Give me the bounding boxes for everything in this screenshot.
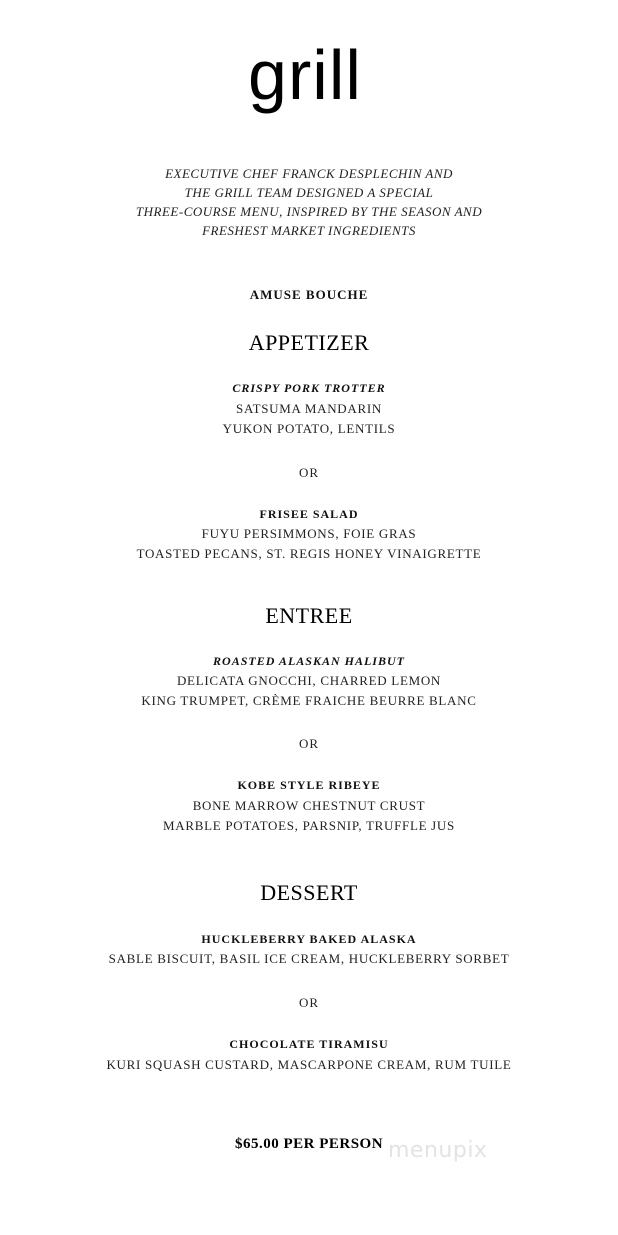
or-separator: OR	[298, 465, 320, 480]
intro-line: EXECUTIVE CHEF FRANCK DESPLECHIN AND	[165, 166, 453, 181]
dish-description: DELICATA GNOCCHI, CHARRED LEMON	[176, 673, 442, 688]
dish-name: KOBE STYLE RIBEYE	[237, 778, 381, 792]
dish-description: BONE MARROW CHESTNUT CRUST	[192, 798, 426, 813]
restaurant-logo: grill	[248, 36, 362, 114]
dish-description: YUKON POTATO, LENTILS	[222, 421, 396, 436]
or-separator: OR	[298, 736, 320, 751]
dish-description: KING TRUMPET, CRÈME FRAICHE BEURRE BLANC	[141, 693, 477, 708]
or-separator: OR	[298, 995, 320, 1010]
amuse-bouche-heading: AMUSE BOUCHE	[249, 287, 369, 302]
intro-line: THE GRILL TEAM DESIGNED A SPECIAL	[184, 185, 434, 200]
dish-description: KURI SQUASH CUSTARD, MASCARPONE CREAM, RUM TUILE	[106, 1057, 512, 1072]
dish-description: SABLE BISCUIT, BASIL ICE CREAM, HUCKLEBERRY SORBET	[108, 951, 510, 966]
menupix-watermark: menupix	[388, 1138, 488, 1163]
section-heading: ENTREE	[265, 603, 353, 628]
dish-name: ROASTED ALASKAN HALIBUT	[213, 654, 405, 668]
dish-name: CRISPY PORK TROTTER	[232, 381, 386, 395]
section-heading: DESSERT	[260, 880, 358, 905]
dish-name: CHOCOLATE TIRAMISU	[229, 1037, 389, 1051]
dish-name: FRISEE SALAD	[259, 507, 359, 521]
intro-line: FRESHEST MARKET INGREDIENTS	[202, 223, 416, 238]
dish-description: MARBLE POTATOES, PARSNIP, TRUFFLE JUS	[163, 818, 455, 833]
dish-name: HUCKLEBERRY BAKED ALASKA	[201, 932, 417, 946]
price: $65.00 PER PERSON	[234, 1136, 384, 1152]
intro-line: THREE-COURSE MENU, INSPIRED BY THE SEASON AND	[135, 204, 483, 219]
section-heading: APPETIZER	[248, 330, 370, 355]
dish-description: TOASTED PECANS, ST. REGIS HONEY VINAIGRETTE	[136, 546, 482, 561]
dish-description: SATSUMA MANDARIN	[236, 401, 382, 416]
dish-description: FUYU PERSIMMONS, FOIE GRAS	[201, 526, 417, 541]
